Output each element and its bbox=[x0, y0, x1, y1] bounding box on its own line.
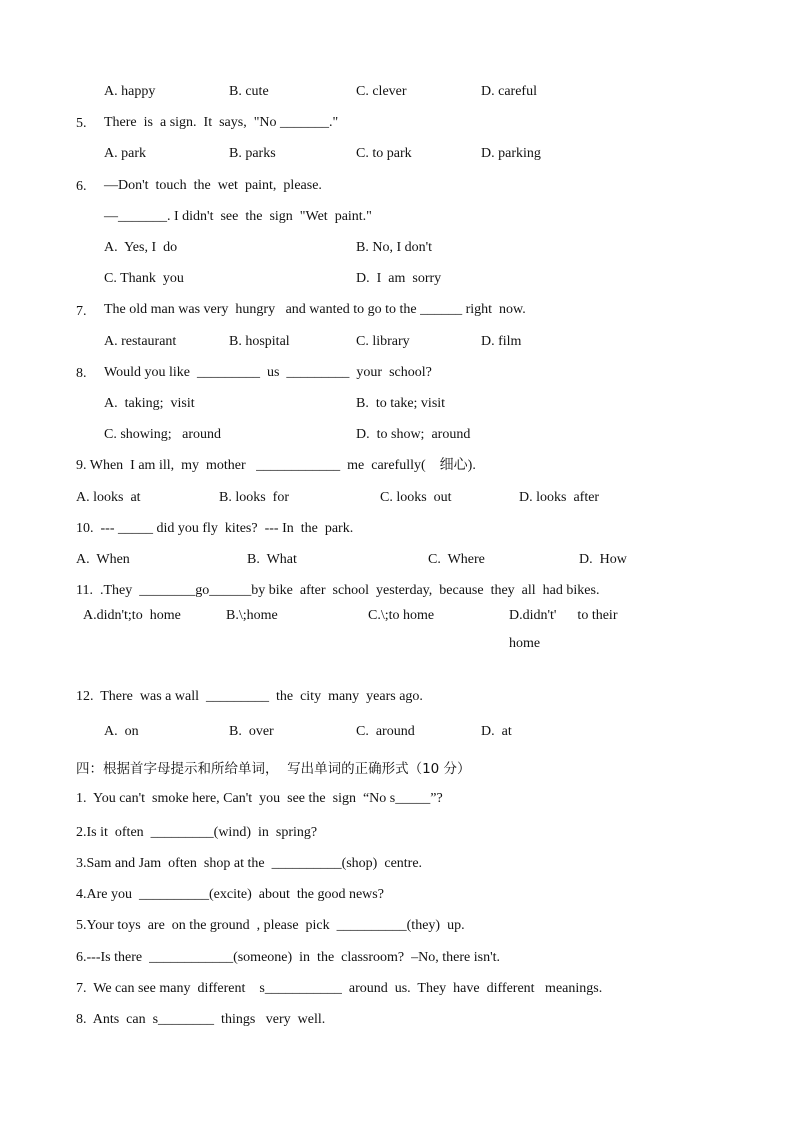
section-4-item-5: 5.Your toys are on the ground , please pick __________(they) up. bbox=[76, 918, 465, 933]
q7-option-a: A. restaurant bbox=[104, 334, 177, 349]
section-4-heading: 四：根据首字母提示和所给单词， 写出单词的正确形式（10 分） bbox=[76, 761, 471, 777]
q12-option-b: B. over bbox=[229, 724, 274, 739]
q7-option-d: D. film bbox=[481, 334, 522, 349]
q12-option-d: D. at bbox=[481, 724, 512, 739]
q11-option-b: B.\;home bbox=[226, 608, 278, 623]
q9-option-d: D. looks after bbox=[519, 490, 600, 505]
q4-option-d: D. careful bbox=[481, 84, 537, 99]
section-4-item-1: 1. You can't smoke here, Can't you see the sign “No s_____”? bbox=[76, 791, 443, 806]
q8-stem: Would you like _________ us _________ your school? bbox=[104, 365, 432, 380]
section-4-item-8: 8. Ants can s________ things very well. bbox=[76, 1012, 326, 1027]
q5-option-b: B. parks bbox=[229, 146, 276, 161]
q4-option-a: A. happy bbox=[104, 84, 156, 99]
q11-option-a: A.didn't;to home bbox=[83, 608, 181, 623]
q5-option-c: C. to park bbox=[356, 146, 412, 161]
q4-option-b: B. cute bbox=[229, 84, 269, 99]
q10-option-a: A. When bbox=[76, 552, 130, 567]
section-4-item-2: 2.Is it often _________(wind) in spring? bbox=[76, 825, 318, 840]
section-4-item-3: 3.Sam and Jam often shop at the __________(shop) centre. bbox=[76, 856, 423, 871]
q10-stem: 10. --- _____ did you fly kites? --- In the park. bbox=[76, 521, 354, 536]
q7-number: 7. bbox=[76, 304, 87, 319]
section-4-item-6: 6.---Is there ____________(someone) in the classroom? –No, there isn't. bbox=[76, 950, 500, 965]
section-4-item-4: 4.Are you __________(excite) about the good news? bbox=[76, 887, 384, 902]
q11-option-c: C.\;to home bbox=[368, 608, 435, 623]
q6-option-a: A. Yes, I do bbox=[104, 240, 178, 255]
q11-stem: 11. .They ________go______by bike after school yesterday, because they all had bikes. bbox=[76, 583, 600, 598]
q8-option-c: C. showing; around bbox=[104, 427, 222, 442]
q6-number: 6. bbox=[76, 179, 87, 194]
q6-stem-reply: —_______. I didn't see the sign "Wet paint." bbox=[104, 209, 372, 224]
q7-option-b: B. hospital bbox=[229, 334, 290, 349]
q10-option-b: B. What bbox=[247, 552, 297, 567]
q9-option-b: B. looks for bbox=[219, 490, 289, 505]
q10-option-d: D. How bbox=[579, 552, 627, 567]
q9-stem: 9. When I am ill, my mother ____________ me carefully( 细心). bbox=[76, 458, 476, 473]
section-4-item-7: 7. We can see many different s___________ around us. They have different meanings. bbox=[76, 981, 603, 996]
q4-option-c: C. clever bbox=[356, 84, 407, 99]
q7-stem: The old man was very hungry and wanted to go to the ______ right now. bbox=[104, 302, 526, 317]
q12-option-a: A. on bbox=[104, 724, 139, 739]
q9-option-a: A. looks at bbox=[76, 490, 141, 505]
q10-option-c: C. Where bbox=[428, 552, 485, 567]
q8-number: 8. bbox=[76, 366, 87, 381]
q7-option-c: C. library bbox=[356, 334, 410, 349]
q11-option-d: D.didn't' to their bbox=[509, 608, 618, 623]
q5-option-a: A. park bbox=[104, 146, 146, 161]
q8-option-b: B. to take; visit bbox=[356, 396, 446, 411]
q6-option-c: C. Thank you bbox=[104, 271, 184, 286]
q6-option-b: B. No, I don't bbox=[356, 240, 433, 255]
q6-option-d: D. I am sorry bbox=[356, 271, 442, 286]
q8-option-a: A. taking; visit bbox=[104, 396, 195, 411]
q6-stem: —Don't touch the wet paint, please. bbox=[104, 178, 322, 193]
q11-option-d-continued: home bbox=[509, 636, 541, 651]
q12-option-c: C. around bbox=[356, 724, 415, 739]
q12-stem: 12. There was a wall _________ the city many years ago. bbox=[76, 689, 423, 704]
q5-option-d: D. parking bbox=[481, 146, 541, 161]
q8-option-d: D. to show; around bbox=[356, 427, 471, 442]
q5-number: 5. bbox=[76, 116, 87, 131]
q9-option-c: C. looks out bbox=[380, 490, 452, 505]
q5-stem: There is a sign. It says, "No _______." bbox=[104, 115, 339, 130]
